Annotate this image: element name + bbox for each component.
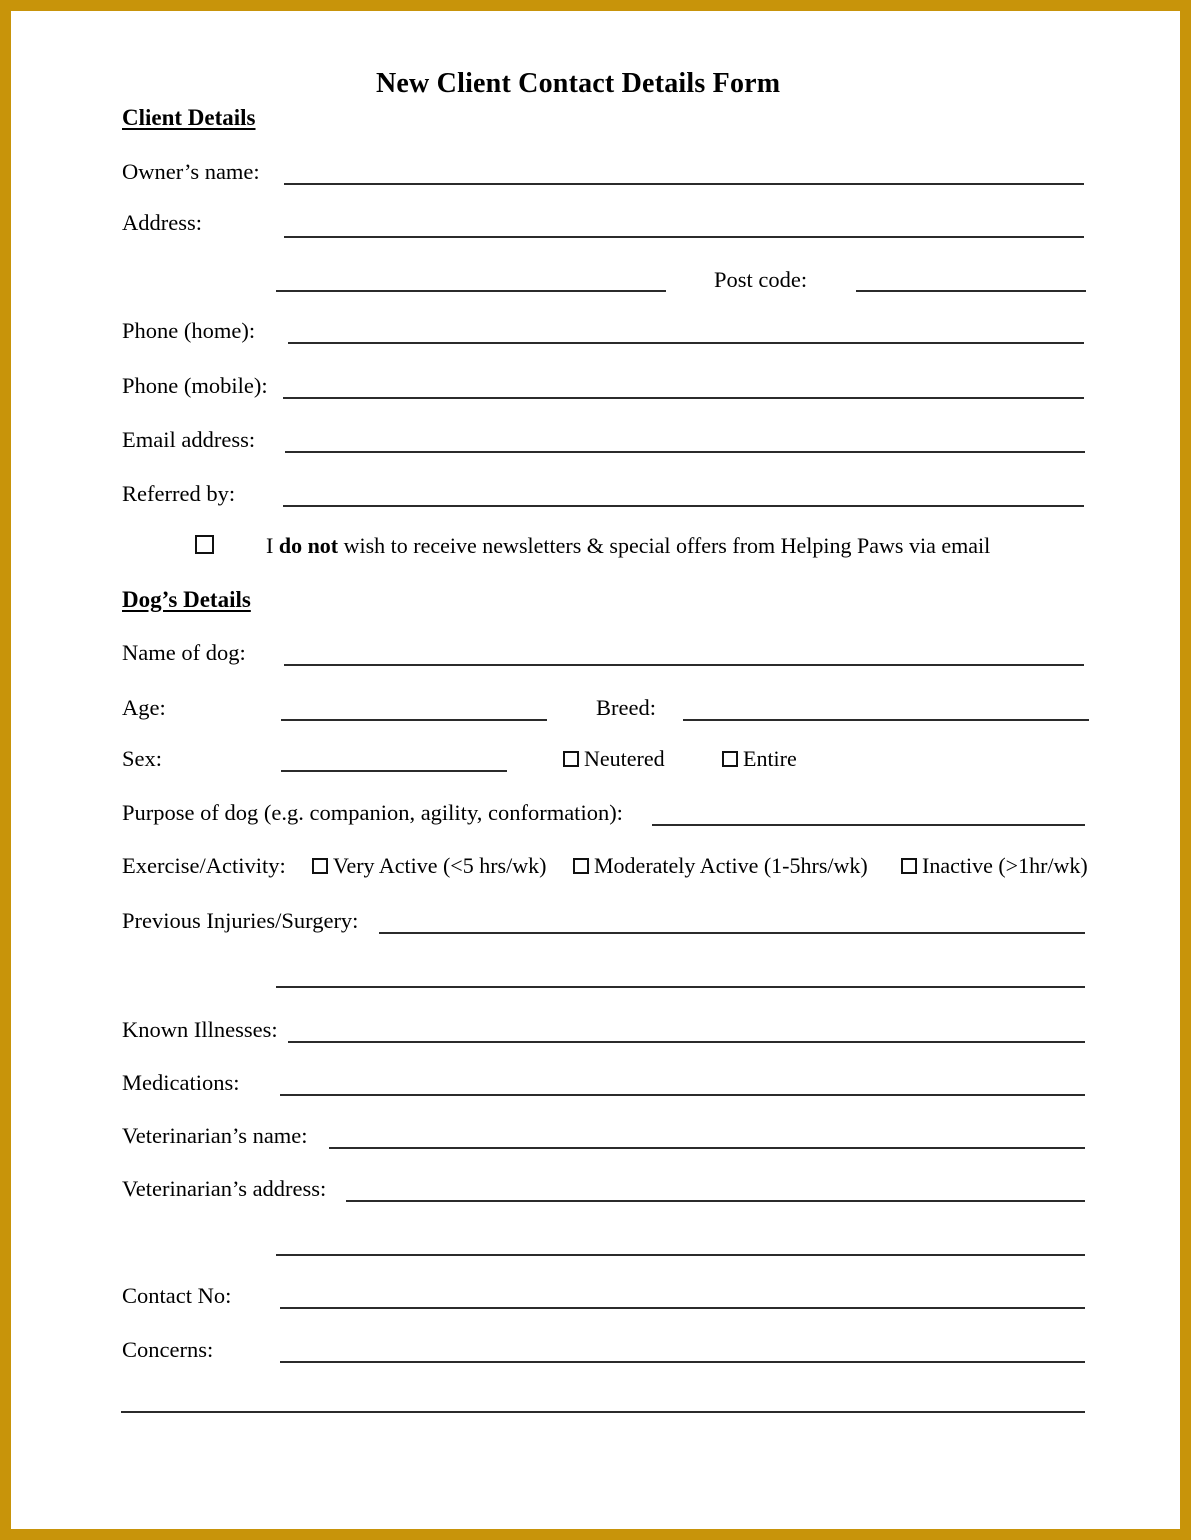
section-heading-dogs-details: Dog’s Details: [122, 587, 251, 612]
form-sheet: [11, 11, 1180, 1529]
label-exercise-inactive: Inactive (>1hr/wk): [922, 853, 1088, 878]
input-medications[interactable]: [280, 1094, 1085, 1096]
input-sex[interactable]: [281, 770, 507, 772]
label-post-code: Post code:: [714, 267, 808, 292]
input-breed[interactable]: [683, 719, 1089, 721]
checkbox-exercise-very-active[interactable]: [312, 858, 328, 874]
label-phone-home: Phone (home):: [122, 318, 256, 343]
page-title: New Client Contact Details Form: [376, 68, 781, 99]
section-heading-client-details: Client Details: [122, 105, 256, 130]
checkbox-exercise-inactive[interactable]: [901, 858, 917, 874]
input-email-address[interactable]: [285, 451, 1085, 453]
label-veterinarian-address: Veterinarian’s address:: [122, 1176, 327, 1201]
input-address-line1[interactable]: [284, 236, 1084, 238]
label-sex-neutered: Neutered: [584, 746, 665, 771]
label-exercise-moderately-active: Moderately Active (1-5hrs/wk): [594, 853, 868, 878]
label-age: Age:: [122, 695, 166, 720]
label-exercise-activity: Exercise/Activity:: [122, 853, 286, 878]
input-purpose-of-dog[interactable]: [652, 824, 1085, 826]
input-age[interactable]: [281, 719, 547, 721]
input-contact-no[interactable]: [280, 1307, 1085, 1309]
input-referred-by[interactable]: [283, 505, 1084, 507]
label-previous-injuries: Previous Injuries/Surgery:: [122, 908, 359, 933]
label-sex: Sex:: [122, 746, 163, 771]
input-veterinarian-name[interactable]: [329, 1147, 1085, 1149]
label-contact-no: Contact No:: [122, 1283, 232, 1308]
newsletter-optout-text: [266, 533, 990, 559]
input-known-illnesses[interactable]: [288, 1041, 1085, 1043]
newsletter-text-bold: do not: [278, 533, 339, 558]
label-name-of-dog: Name of dog:: [122, 640, 246, 665]
checkbox-exercise-moderately-active[interactable]: [573, 858, 589, 874]
label-address: Address:: [122, 210, 202, 235]
checkbox-sex-neutered[interactable]: [563, 751, 579, 767]
label-veterinarian-name: Veterinarian’s name:: [122, 1123, 308, 1148]
input-concerns-continuation[interactable]: [121, 1411, 1085, 1413]
input-phone-home[interactable]: [288, 342, 1084, 344]
input-previous-injuries-line1[interactable]: [379, 932, 1085, 934]
newsletter-text-after: wish to receive newsletters & special offers from Helping Paws via email: [338, 533, 991, 558]
label-referred-by: Referred by:: [122, 481, 236, 506]
label-breed: Breed:: [596, 695, 656, 720]
label-owner-name: Owner’s name:: [122, 159, 260, 184]
checkbox-newsletter-optout[interactable]: [195, 535, 214, 554]
label-phone-mobile: Phone (mobile):: [122, 373, 268, 398]
newsletter-text-before: I: [266, 533, 279, 558]
label-known-illnesses: Known Illnesses:: [122, 1017, 278, 1042]
input-post-code[interactable]: [856, 290, 1086, 292]
input-name-of-dog[interactable]: [284, 664, 1084, 666]
label-exercise-very-active: Very Active (<5 hrs/wk): [333, 853, 547, 878]
input-phone-mobile[interactable]: [283, 397, 1084, 399]
label-concerns: Concerns:: [122, 1337, 214, 1362]
input-veterinarian-address-line2[interactable]: [276, 1254, 1085, 1256]
label-email-address: Email address:: [122, 427, 256, 452]
checkbox-sex-entire[interactable]: [722, 751, 738, 767]
input-concerns[interactable]: [280, 1361, 1085, 1363]
label-sex-entire: Entire: [743, 746, 797, 771]
label-medications: Medications:: [122, 1070, 240, 1095]
label-purpose-of-dog: Purpose of dog (e.g. companion, agility, conformation):: [122, 800, 623, 825]
input-owner-name[interactable]: [284, 183, 1084, 185]
input-previous-injuries-line2[interactable]: [276, 986, 1085, 988]
input-veterinarian-address-line1[interactable]: [346, 1200, 1085, 1202]
input-address-line2[interactable]: [276, 290, 666, 292]
